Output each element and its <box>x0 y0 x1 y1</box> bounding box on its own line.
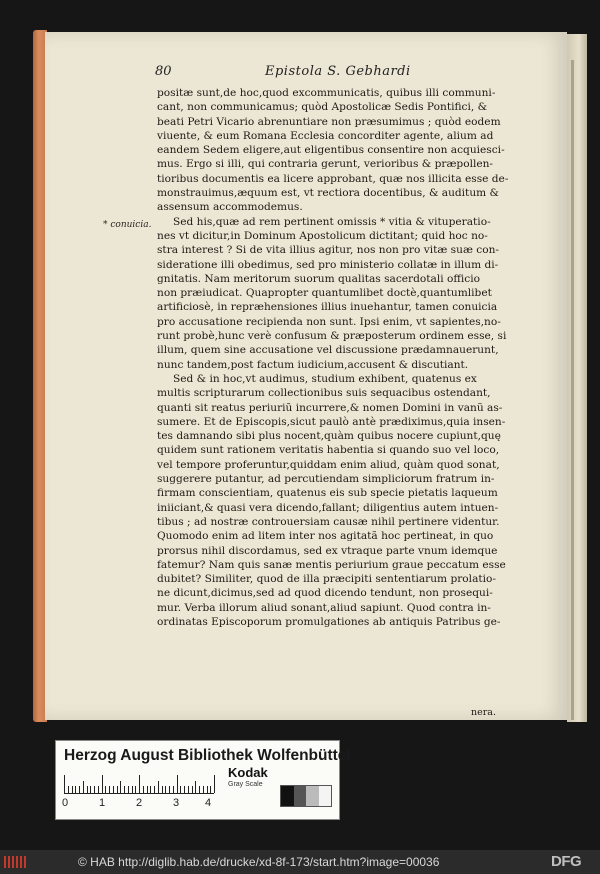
text-line: mus. Ergo si illi, qui contraria gerunt, verioribus & præpollen- <box>157 158 494 171</box>
ruler-tick <box>128 786 129 793</box>
text-line: pro accusatione recipienda non sunt. Ipsi enim, vt sapientes,no- <box>157 315 501 328</box>
text-line: beati Petri Vicario abrenuntiare non præsumimus ; quòd eodem <box>157 115 501 128</box>
page-header <box>155 64 455 84</box>
text-line: Sed his,quæ ad rem pertinent omissis * vitia & vituperatio- <box>173 215 491 228</box>
text-line: mur. Verba illorum aliud sonant,aliud sapiunt. Quod contra in- <box>157 601 491 614</box>
text-line: ne dicunt,dicimus,sed ad quod dicendo tendunt, non prosequi- <box>157 587 493 600</box>
ruler-label: 2 <box>136 797 143 809</box>
ruler-tick <box>150 786 151 793</box>
text-line: sideratione illi obedimus, sed pro ministerio collatæ in illum di- <box>157 258 499 271</box>
ruler-tick <box>169 786 170 793</box>
ruler-tick <box>79 786 80 793</box>
ruler-tick <box>184 786 185 793</box>
copyright-link[interactable]: © HAB http://diglib.hab.de/drucke/xd-8f-173/start.htm?image=00036 <box>78 855 440 869</box>
swatch-white <box>319 786 332 806</box>
ruler-tick <box>98 786 99 793</box>
text-line: dubitet? Similiter, quod de illa præcipiti sententiarum prolatio- <box>157 573 496 586</box>
text-line: artificiosè, in repræhensiones illius inuehantur, tamen conuicia <box>157 301 498 314</box>
library-name: Herzog August Bibliothek Wolfenbüttel <box>64 747 351 764</box>
text-line: ordinatas Episcoporum promulgationes ab antiquis Patribus ge- <box>157 615 501 628</box>
text-line: vel tempore proferuntur,quiddam enim aliud, quàm quod sonat, <box>157 458 500 471</box>
text-line: cant, non communicamus; quòd Apostolicæ Sedis Pontifici, & <box>157 101 488 114</box>
text-line: illum, quem sine accusatione vel discussione prædamnauerunt, <box>157 344 499 357</box>
text-line: tes damnando sibi plus nocent,quàm quibus nocere cupiunt,quę <box>157 430 501 443</box>
ruler-tick <box>165 786 166 793</box>
text-line: stra interest ? Si de vita illius agitur, nos non pro vitæ suæ con- <box>157 244 499 257</box>
body-text <box>157 86 511 629</box>
text-line: iniiciant,& quasi vera dicendo,fallant; diligentius autem intuen- <box>157 501 499 514</box>
ruler-tick <box>143 786 144 793</box>
ruler-tick <box>199 786 200 793</box>
ruler-tick <box>113 786 114 793</box>
next-page-edge <box>567 34 587 722</box>
ruler-tick <box>162 786 163 793</box>
text-line: assensum accommodemus. <box>157 201 303 214</box>
ruler-tick <box>75 786 76 793</box>
text-line: non præiudicat. Quapropter quantumlibet doctè,quantumlibet <box>157 287 492 300</box>
margin-note: * conuicia. <box>103 220 152 230</box>
ruler-tick <box>158 781 159 793</box>
ruler-tick <box>210 786 211 793</box>
ruler-tick <box>135 786 136 793</box>
ruler-tick <box>154 786 155 793</box>
ruler-label: 3 <box>173 797 180 809</box>
ruler-tick <box>64 775 65 793</box>
ruler-tick <box>102 775 103 793</box>
text-line: prorsus nihil discordamus, sed ex vtraque parte vnum idemque <box>157 544 498 557</box>
text-line: positæ sunt,de hoc,quod excommunicatis, quibus illi communi- <box>157 87 496 99</box>
ruler-tick <box>90 786 91 793</box>
page-number: 80 <box>155 64 172 79</box>
ruler-label: 0 <box>62 797 69 809</box>
ruler-tick <box>147 786 148 793</box>
scale-ruler <box>64 773 214 794</box>
text-line: quanti sit reatus periuriũ incurrere,& nomen Domini in vanũ as- <box>157 401 503 414</box>
swatch-black <box>281 786 294 806</box>
text-line: monstrauimus,æquum est, vt rectiora docentibus, & auditum & <box>157 187 499 200</box>
ruler-tick <box>173 786 174 793</box>
ruler-tick <box>207 786 208 793</box>
ruler-tick <box>120 781 121 793</box>
ruler-tick <box>109 786 110 793</box>
ruler-tick <box>177 775 178 793</box>
ruler-tick <box>139 775 140 793</box>
ruler-tick <box>87 786 88 793</box>
ruler-tick <box>180 786 181 793</box>
text-line: fatemur? Nam quis sanæ mentis periurium graue peccatum esse <box>157 558 506 571</box>
text-line: quidem sunt rationem veritatis habentia si quando suo vel loco, <box>157 444 500 457</box>
text-line: multis scripturarum collectionibus suis sequacibus ostendant, <box>157 387 491 400</box>
text-line: nes vt dicitur,in Dominum Apostolicum dictitant; quid hoc no- <box>157 229 488 242</box>
text-line: sumere. Et de Episcopis,sicut paulò antè prædiximus,quia insen- <box>157 415 506 428</box>
text-line: firmam conscientiam, quatenus eis sub specie pietatis laqueum <box>157 487 498 500</box>
ruler-tick <box>105 786 106 793</box>
page-fold <box>571 60 574 720</box>
text-line: Sed & in hoc,vt audimus, studium exhibent, quatenus ex <box>173 372 477 385</box>
ruler-tick <box>132 786 133 793</box>
ruler-tick <box>72 786 73 793</box>
ruler-tick <box>188 786 189 793</box>
text-line: eandem Sedem eligere,aut eligentibus consentire non acquiesci- <box>157 144 505 157</box>
text-line: gnitatis. Nam meritorum suorum qualitas sacerdotali officio <box>157 272 480 285</box>
ruler-tick <box>195 781 196 793</box>
grayscale-label: Gray Scale <box>228 781 263 788</box>
text-line: runt probè,hunc verè confusum & præposterum ordinem esse, si <box>157 330 507 343</box>
ruler-tick <box>192 786 193 793</box>
ruler-tick <box>83 781 84 793</box>
ruler-label: 4 <box>205 797 212 809</box>
text-line: tibus ; ad nostræ controuersiam causæ nihil pertinere videntur. <box>157 515 500 528</box>
ruler-tick <box>214 775 215 793</box>
swatch-dark <box>294 786 307 806</box>
ruler-tick <box>203 786 204 793</box>
viewer-footer <box>0 850 600 874</box>
swatch-light <box>306 786 319 806</box>
ruler-tick <box>117 786 118 793</box>
kodak-logo: Kodak <box>228 765 268 780</box>
text-line: viuente, & eum Romana Ecclesia concorditer agente, alium ad <box>157 129 494 142</box>
text-line: tioribus documentis ea licere approbant, quæ nos illicita esse de- <box>157 172 509 185</box>
grayscale-swatch <box>280 785 332 807</box>
running-title: Epistola S. Gebhardi <box>265 64 411 79</box>
text-line: suggerere putantur, ad percutiendam simpliciorum fratrum in- <box>157 473 495 486</box>
catchword: nera. <box>471 707 496 718</box>
ruler-label: 1 <box>99 797 106 809</box>
text-line: nunc tandem,post factum iudicium,accusent & discutiant. <box>157 358 469 371</box>
ruler-tick <box>124 786 125 793</box>
hab-logo-icon <box>4 856 26 868</box>
text-line: Quomodo enim ad litem inter nos agitatã hoc pertineat, in quo <box>157 530 494 543</box>
calibration-card <box>55 740 351 820</box>
dfg-logo: DFG <box>551 853 582 870</box>
ruler-tick <box>94 786 95 793</box>
ruler-tick <box>68 786 69 793</box>
